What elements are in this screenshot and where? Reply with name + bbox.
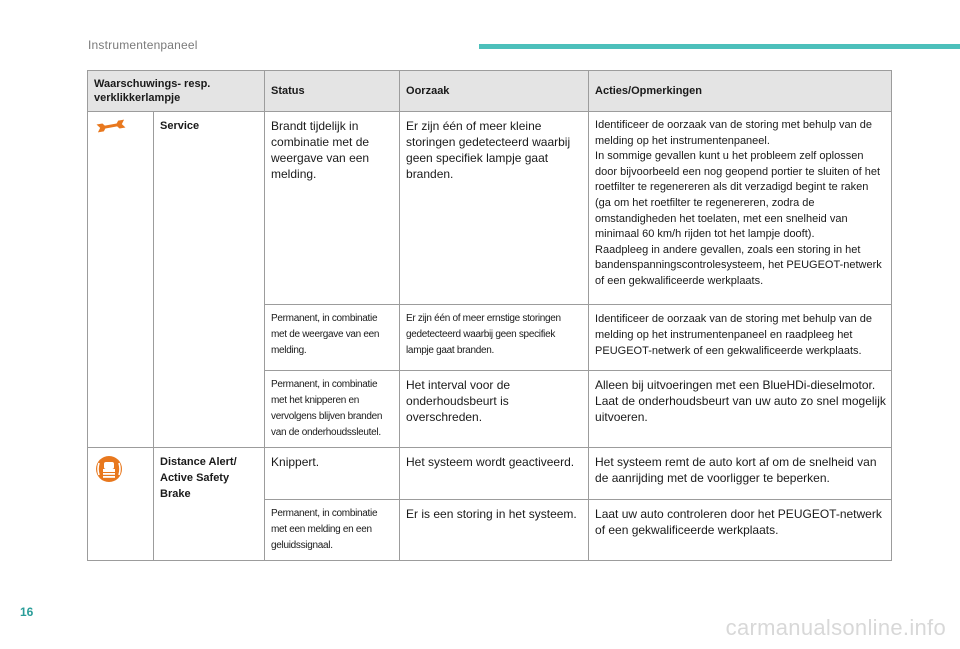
status-cell: Permanent, in combinatie met een melding en een geluidssignaal. xyxy=(265,500,400,561)
distance-alert-icon xyxy=(94,471,124,488)
lamp-icon-cell xyxy=(88,448,154,561)
actions-cell xyxy=(589,112,892,305)
table-header-row xyxy=(88,71,892,112)
header-accent-bar xyxy=(479,44,960,49)
status-cell: Permanent, in combinatie met de weergave van een melding. xyxy=(265,305,400,371)
action-line: Identificeer de oorzaak van de storing met behulp van de melding op het instrumentenpaneel en raadpleeg het PEUGEOT-netwerk of een gekwalificeerde werkplaats. xyxy=(595,313,873,357)
header-status: Status xyxy=(265,71,400,112)
action-line: Raadpleeg in andere gevallen, zoals een storing in het bandenspanningscontrolesysteem, het PEUGEOT-netwerk of een gekwalificeerde werkplaats. xyxy=(595,243,882,287)
actions-cell xyxy=(589,500,892,561)
action-line: Laat uw auto controleren door het PEUGEOT-netwerk of een gekwalificeerde werkplaats. xyxy=(595,507,882,537)
lamp-icon-cell xyxy=(88,112,154,448)
action-line: Laat de onderhoudsbeurt van uw auto zo snel mogelijk uitvoeren. xyxy=(595,394,886,424)
page-number: 16 xyxy=(20,605,34,619)
wrench-icon xyxy=(94,121,128,138)
header-lamp: Waarschuwings- resp. verklikkerlampje xyxy=(88,71,265,112)
lamp-name-service: Service xyxy=(154,112,265,448)
status-cell: Permanent, in combinatie met het knipperen en vervolgens blijven branden van de onderhoudssleutel. xyxy=(265,371,400,448)
lamp-name-distance-alert: Distance Alert/ Active Safety Brake xyxy=(154,448,265,561)
cause-cell: Er is een storing in het systeem. xyxy=(400,500,589,561)
table-row xyxy=(88,112,892,305)
cause-cell: Het interval voor de onderhoudsbeurt is overschreden. xyxy=(400,371,589,448)
section-title: Instrumentenpaneel xyxy=(88,38,198,52)
action-line: Identificeer de oorzaak van de storing met behulp van de melding op het instrumentenpaneel. xyxy=(595,119,873,147)
watermark: carmanualsonline.info xyxy=(725,615,946,640)
action-line: Alleen bij uitvoeringen met een BlueHDi-dieselmotor. xyxy=(595,378,876,392)
actions-cell xyxy=(589,371,892,448)
status-cell: Brandt tijdelijk in combinatie met de weergave van een melding. xyxy=(265,112,400,305)
cause-cell: Het systeem wordt geactiveerd. xyxy=(400,448,589,500)
status-cell: Knippert. xyxy=(265,448,400,500)
cause-cell: Er zijn één of meer ernstige storingen gedetecteerd waarbij geen specifiek lampje gaat branden. xyxy=(400,305,589,371)
actions-cell xyxy=(589,305,892,371)
header-actions: Acties/Opmerkingen xyxy=(589,71,892,112)
actions-cell xyxy=(589,448,892,500)
header-cause: Oorzaak xyxy=(400,71,589,112)
action-line: Het systeem remt de auto kort af om de snelheid van de aanrijding met de voorligger te beperken. xyxy=(595,455,877,485)
table-row xyxy=(88,448,892,500)
action-line: In sommige gevallen kunt u het probleem zelf oplossen door bijvoorbeeld een nog geopend portier te sluiten of het roetfilter te regenereren als dit verzadigd begint te raken (ga om het roetfilter te regenereren, zodra de omstandigheden het toelaten, met een snelheid van minimaal 60 km/h rijden tot het lampje dooft). xyxy=(595,150,881,241)
warning-lamp-table xyxy=(87,70,892,561)
cause-cell: Er zijn één of meer kleine storingen gedetecteerd waarbij geen specifiek lampje gaat branden. xyxy=(400,112,589,305)
